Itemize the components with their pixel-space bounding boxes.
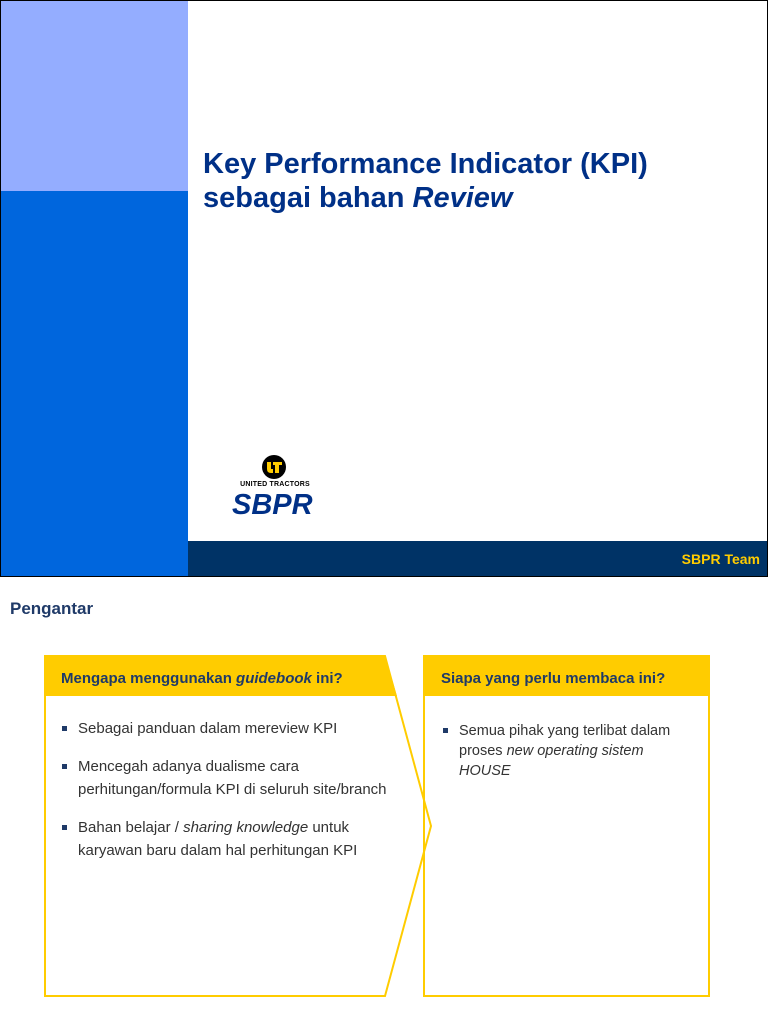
united-tractors-logo [232,454,318,520]
list-item [60,755,390,801]
intro-slide [0,578,768,1024]
bullet-square-icon [443,728,448,733]
accent-block-blue [1,191,188,576]
list-item-text: Bahan belajar / [78,819,184,836]
list-item [441,721,696,781]
footer-team-label: SBPR Team [681,551,760,567]
right-box-header: Siapa yang perlu membaca ini? [441,670,666,687]
slide-title [203,147,648,215]
footer-bar [188,541,768,577]
bullet-square-icon [62,726,67,731]
accent-block-light [1,1,188,191]
title-line-2 [203,181,648,215]
list-item-text: Mencegah adanya dualisme cara perhitungan/formula KPI di seluruh site/branch [78,758,387,798]
left-header-italic: guidebook [236,670,312,687]
bullet-square-icon [62,764,67,769]
right-box-outline [424,656,709,996]
title-line-1: Key Performance Indicator (KPI) [203,148,648,180]
list-item [60,816,390,862]
left-box-header [61,670,343,687]
title-line-2-text: sebagai bahan [203,182,413,214]
logo-company-name: UNITED TRACTORS [240,481,310,488]
list-item [60,717,390,740]
right-bullet-list [441,721,696,781]
list-item-text: Semua pihak yang terlibat dalam proses [459,723,671,759]
left-bullet-list [60,717,390,877]
section-title: Pengantar [10,599,94,618]
left-header-end: ini? [311,670,343,687]
list-item-text: Sebagai panduan dalam mereview KPI [78,720,338,737]
list-item-italic: new operating sistem HOUSE [459,743,644,779]
list-item-text-end: untuk karyawan baru dalam hal perhitungan KPI [78,819,358,859]
logo-sbpr-text: SBPR [232,489,313,521]
bullet-square-icon [62,825,67,830]
left-header-text: Mengapa menggunakan [61,670,237,687]
united-tractors-emblem-icon [260,454,288,480]
list-item-italic: sharing knowledge [183,819,309,836]
title-line-2-italic: Review [412,182,513,214]
